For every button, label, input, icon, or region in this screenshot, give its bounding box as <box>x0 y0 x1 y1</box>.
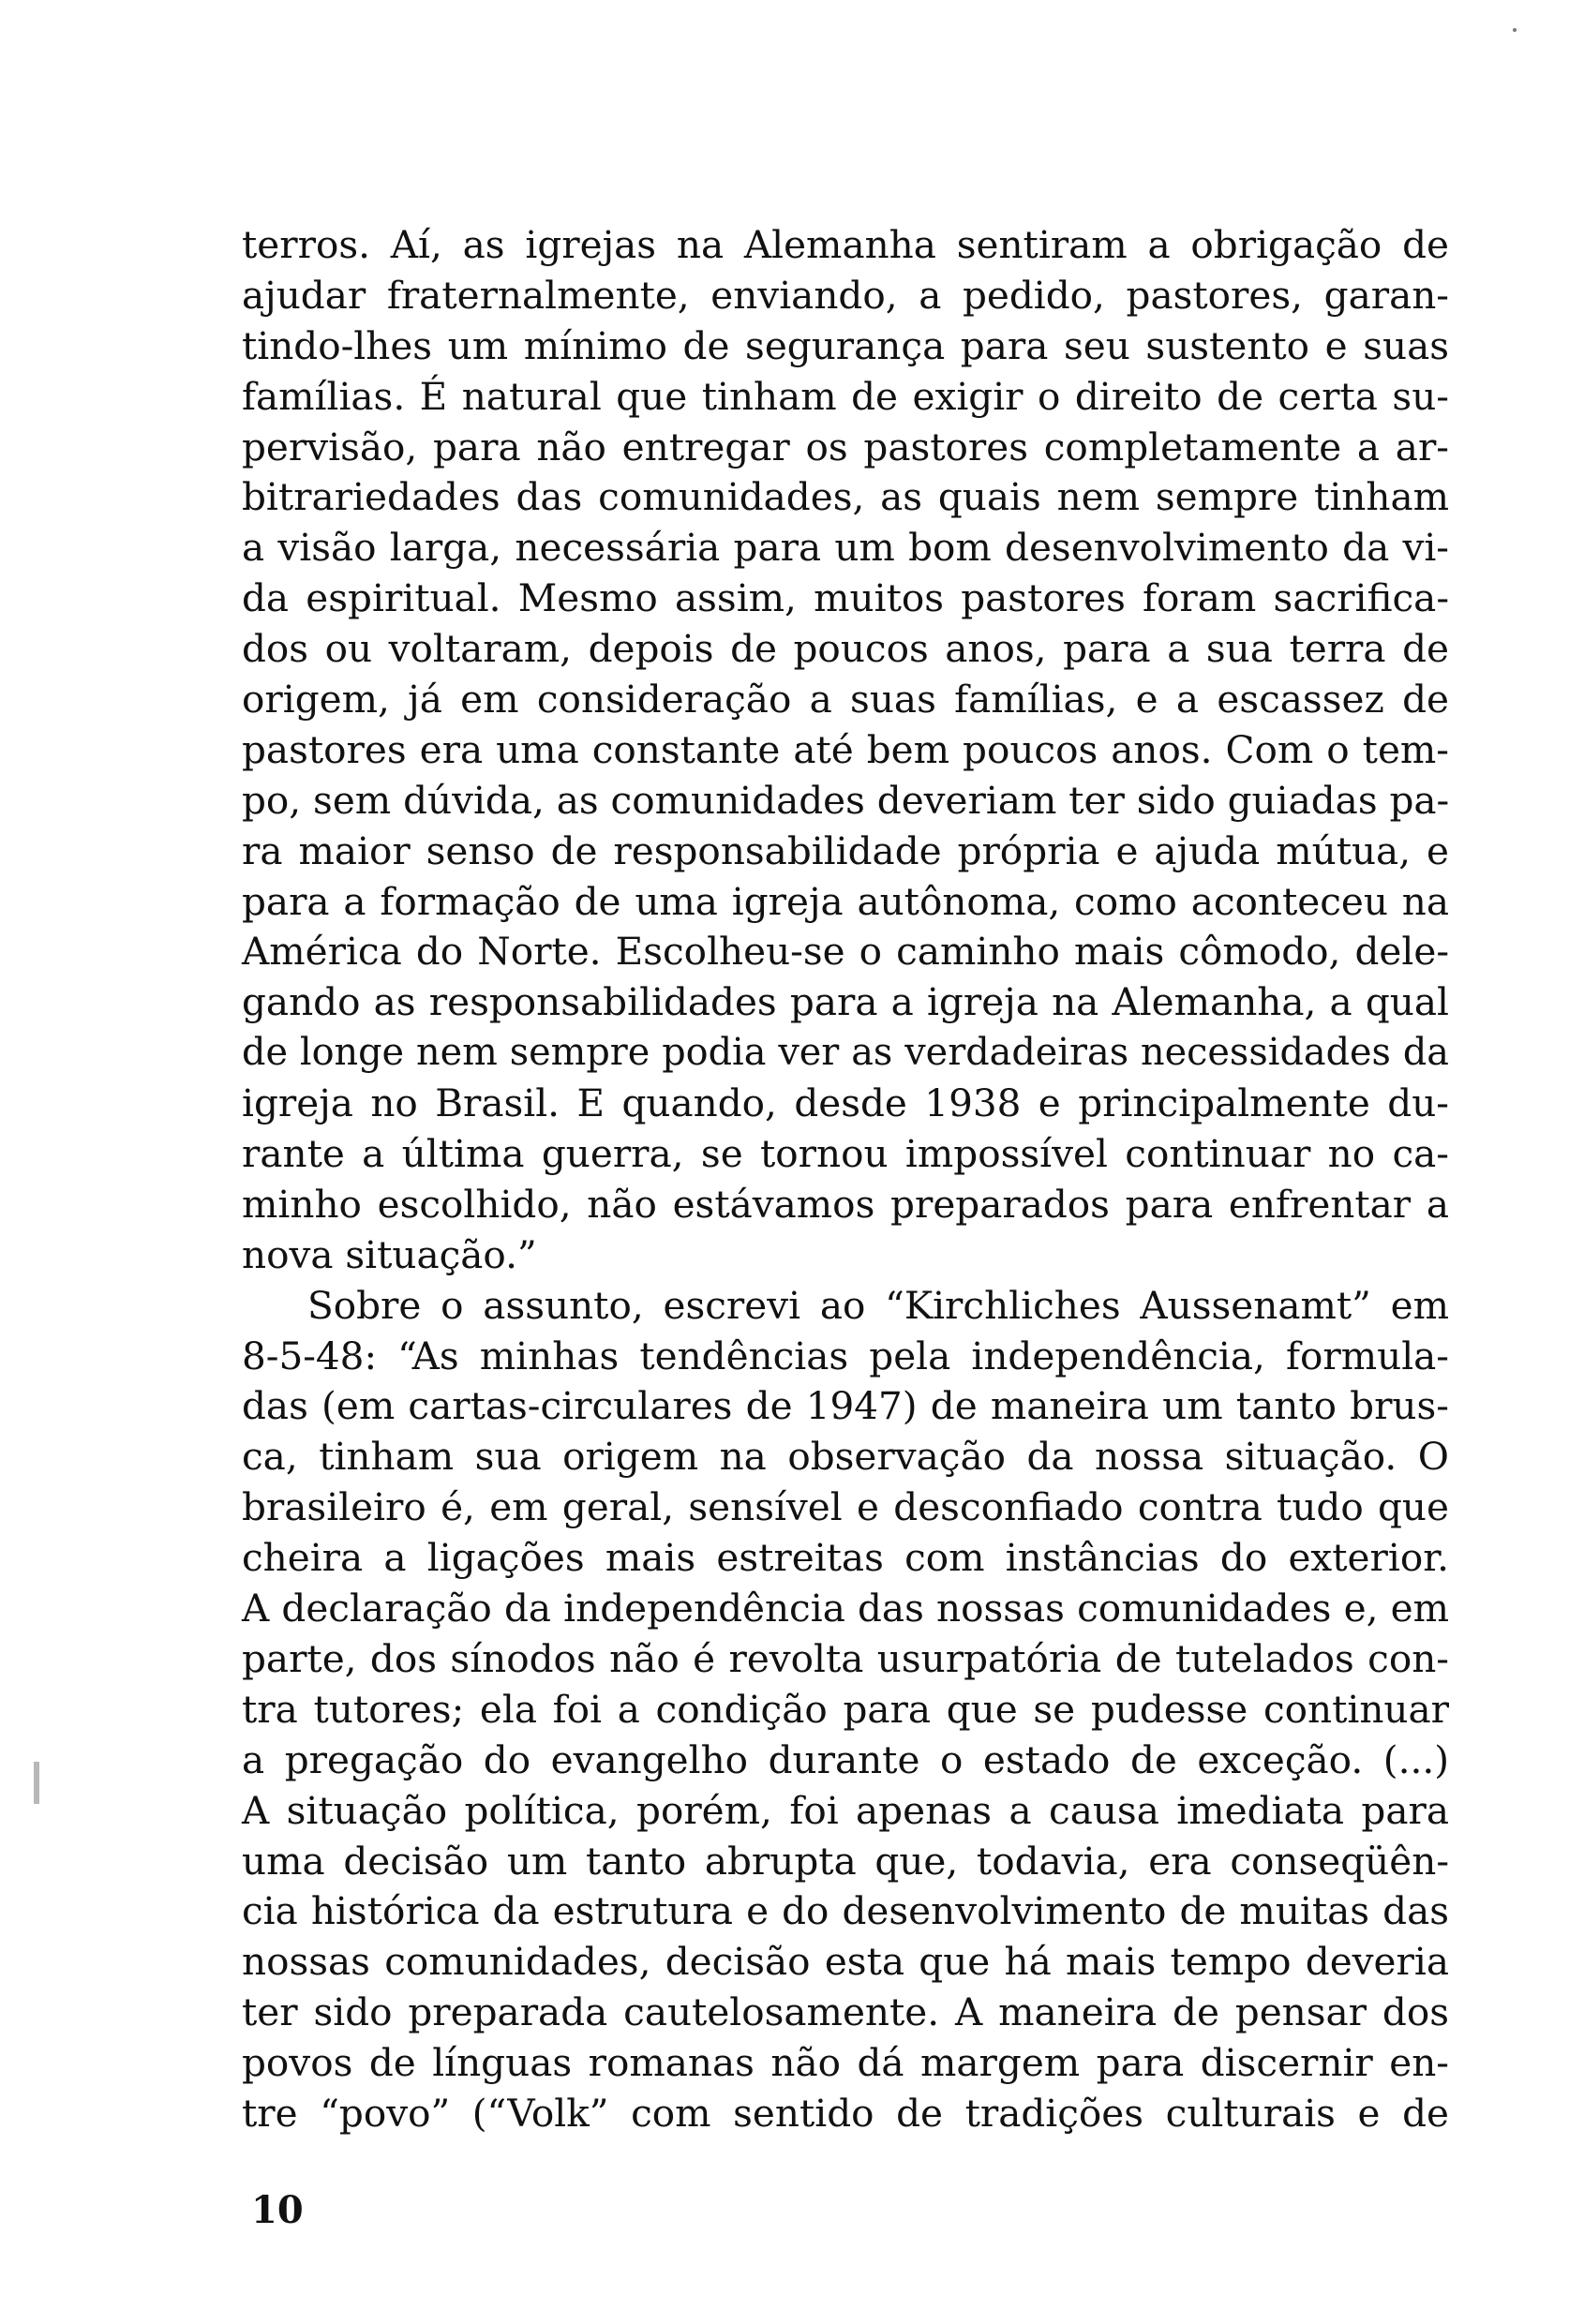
text-line: famílias. É natural que tinham de exigir o direito de certa su- <box>242 373 1449 419</box>
text-line: parte, dos sínodos não é revolta usurpatória de tutelados con- <box>242 1635 1449 1681</box>
text-line: A declaração da independência das nossas comunidades e, em <box>242 1586 1449 1631</box>
text-line: brasileiro é, em geral, sensível e desconfiado contra tudo que <box>242 1484 1449 1530</box>
text-line: ajudar fraternalmente, enviando, a pedido, pastores, garan- <box>242 272 1449 318</box>
text-line: cia histórica da estrutura e do desenvolvimento de muitas das <box>242 1888 1449 1934</box>
text-line: gando as responsabilidades para a igreja na Alemanha, a qual <box>242 979 1449 1025</box>
paragraph-end-line: nova situação.” <box>242 1231 537 1277</box>
text-line: América do Norte. Escolheu-se o caminho mais cômodo, dele- <box>242 929 1449 975</box>
text-line: para a formação de uma igreja autônoma, como aconteceu na <box>242 878 1449 924</box>
text-line: ter sido preparada cautelosamente. A maneira de pensar dos <box>242 1989 1449 2035</box>
page-number: 10 <box>251 2188 304 2232</box>
text-line: bitrariedades das comunidades, as quais nem sempre tinham <box>242 474 1449 520</box>
text-line: terros. Aí, as igrejas na Alemanha sentiram a obrigação de <box>242 222 1449 267</box>
text-line: ca, tinham sua origem na observação da nossa situação. O <box>242 1434 1449 1480</box>
text-line: po, sem dúvida, as comunidades deveriam ter sido guiadas pa- <box>242 777 1450 823</box>
text-line: povos de línguas romanas não dá margem para discernir en- <box>242 2040 1449 2086</box>
scan-margin-mark <box>34 1762 39 1804</box>
text-line: tre “povo” (“Volk” com sentido de tradições culturais e de <box>242 2090 1449 2136</box>
text-line: ra maior senso de responsabilidade própria e ajuda mútua, e <box>242 827 1449 873</box>
text-line: pastores era uma constante até bem poucos anos. Com o tem- <box>242 726 1449 772</box>
text-line: 8-5-48: “As minhas tendências pela independência, formula- <box>242 1333 1449 1378</box>
text-line: da espiritual. Mesmo assim, muitos pastores foram sacrifica- <box>242 575 1449 621</box>
text-line: pervisão, para não entregar os pastores completamente a ar- <box>242 424 1449 469</box>
text-line: origem, já em consideração a suas famílias, e a escassez de <box>242 677 1449 723</box>
scan-speck <box>1513 28 1517 32</box>
text-line: de longe nem sempre podia ver as verdadeiras necessidades da <box>242 1031 1449 1075</box>
text-line: nossas comunidades, decisão esta que há mais tempo deveria <box>242 1939 1449 1985</box>
text-line: rante a última guerra, se tornou impossível continuar no ca- <box>242 1131 1449 1177</box>
text-line: das (em cartas-circulares de 1947) de maneira um tanto brus- <box>242 1383 1449 1429</box>
text-line: a visão larga, necessária para um bom desenvolvimento da vi- <box>242 525 1449 571</box>
text-line: tindo-lhes um mínimo de segurança para seu sustento e suas <box>242 322 1449 368</box>
text-line: A situação política, porém, foi apenas a causa imediata para <box>242 1787 1449 1833</box>
text-line: uma decisão um tanto abrupta que, todavia, era conseqüên- <box>242 1838 1449 1884</box>
text-line: cheira a ligações mais estreitas com instâncias do exterior. <box>242 1535 1449 1581</box>
paragraph-start-line: Sobre o assunto, escrevi ao “Kirchliches Aussenamt” em <box>307 1282 1449 1328</box>
text-line: tra tutores; ela foi a condição para que se pudesse continuar <box>242 1686 1449 1732</box>
text-line: dos ou voltaram, depois de poucos anos, para a sua terra de <box>242 626 1449 672</box>
body-text <box>242 220 1449 2139</box>
text-line: minho escolhido, não estávamos preparados para enfrentar a <box>242 1181 1449 1227</box>
text-line: igreja no Brasil. E quando, desde 1938 e principalmente du- <box>242 1080 1449 1126</box>
text-line: a pregação do evangelho durante o estado de exceção. (...) <box>242 1736 1449 1782</box>
